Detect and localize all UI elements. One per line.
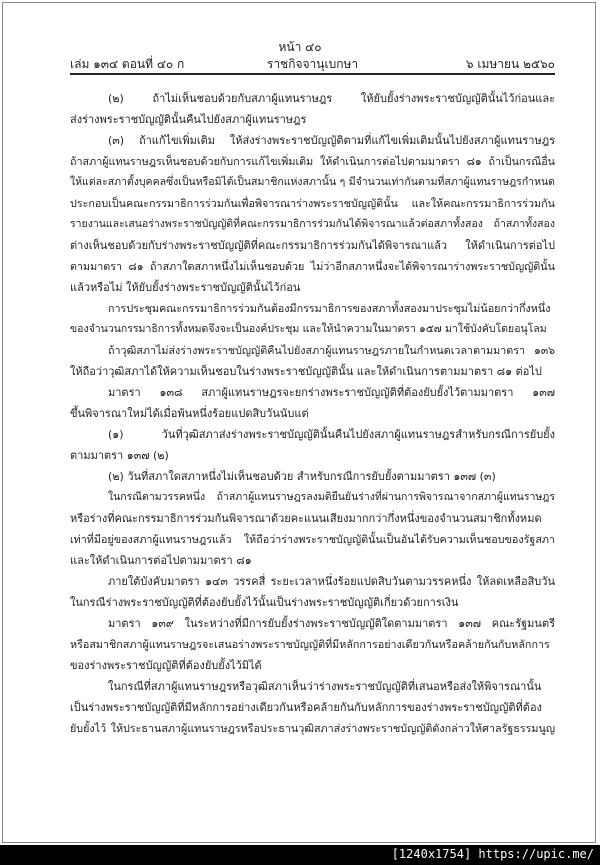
text-line: เป็นร่างพระราชบัญญัติที่มีหลักการอย่างเดียวกันหรือคล้ายกันกับหลักการของร่างพระราชบัญญัติที่ต้อง (70, 701, 542, 714)
text-line: ขึ้นพิจารณาใหม่ได้เมื่อพ้นหนึ่งร้อยแปดสิบวันนับแต่ (70, 407, 309, 420)
paragraph (70, 130, 555, 298)
text-line: การประชุมคณะกรรมาธิการร่วมกันต้องมีกรรมาธิการของสภาทั้งสองมาประชุมไม่น้อยกว่ากึ่งหนึ่ง (108, 302, 551, 315)
running-header (70, 55, 555, 73)
paragraph (70, 88, 555, 130)
paragraph (70, 298, 555, 340)
text-line: ยับยั้งไว้ ให้ประธานสภาผู้แทนราษฎรหรือประธานวุฒิสภาส่งร่างพระราชบัญญัติดังกล่าวให้ศาลรัฐธรรมนูญ (70, 722, 555, 735)
paragraph (70, 466, 555, 487)
text-line: หรือร่างที่คณะกรรมาธิการร่วมกันพิจารณาด้วยคะแนนเสียงมากกว่ากึ่งหนึ่งของจำนวนสมาชิกทั้งหมด (70, 512, 542, 525)
paragraph (70, 487, 555, 571)
text-line: ในกรณีตามวรรคหนึ่ง ถ้าสภาผู้แทนราษฎรลงมติยืนยันร่างที่ผ่านการพิจารณาจากสภาผู้แทนราษฎร (108, 491, 555, 503)
publication-title: ราชกิจจานุเบกษา (266, 57, 359, 71)
document-body (70, 88, 555, 739)
text-line: หรือสมาชิกสภาผู้แทนราษฎรจะเสนอร่างพระราชบัญญัติที่มีหลักการอย่างเดียวกันหรือคล้ายกันกับหลักการ (70, 638, 550, 651)
paragraph (70, 424, 555, 466)
text-line: ถ้าสภาผู้แทนราษฎรเห็นชอบด้วยกับการแก้ไขเพิ่มเติม ให้ดำเนินการต่อไปตามมาตรา ๘๑ ถ้าเป็นกรณีอื่น (70, 155, 555, 168)
header-rule (70, 73, 555, 75)
text-line: ถ้าวุฒิสภาไม่ส่งร่างพระราชบัญญัติคืนไปยังสภาผู้แทนราษฎรภายในกำหนดเวลาตามมาตรา ๑๓๖ (108, 344, 555, 357)
image-info-text: [1240x1754] https://upic.me/ (391, 847, 594, 861)
text-line: เท่าที่มีอยู่ของสภาผู้แทนราษฎรแล้ว ให้ถือว่าร่างพระราชบัญญัตินั้นเป็นอันได้รับความเห็นชอบของรัฐสภา (70, 533, 555, 546)
text-line: ของจำนวนกรรมาธิการทั้งหมดจึงจะเป็นองค์ประชุม และให้นำความในมาตรา ๑๕๗ มาใช้บังคับโดยอนุโลม (70, 323, 547, 335)
text-line: ให้แต่ละสภาตั้งบุคคลซึ่งเป็นหรือมิได้เป็นสมาชิกแห่งสภานั้น ๆ มีจำนวนเท่ากันตามที่สภาผู้แทนราษฎรกำหนด (70, 176, 555, 188)
page-number: หน้า ๔๐ (278, 40, 322, 54)
paragraph (70, 382, 555, 424)
paragraph (70, 340, 555, 382)
text-line: ตามมาตรา ๘๑ ถ้าสภาใดสภาหนึ่งไม่เห็นชอบด้วย ไม่ว่าอีกสภาหนึ่งจะได้พิจารณาร่างพระราชบัญญัตินั้น (70, 260, 555, 273)
paragraph (70, 613, 555, 676)
text-line: ของร่างพระราชบัญญัติที่ต้องยับยั้งไว้มิได้ (70, 659, 262, 672)
text-line: (๓) ถ้าแก้ไขเพิ่มเติม ให้ส่งร่างพระราชบัญญัติตามที่แก้ไขเพิ่มเติมนั้นไปยังสภาผู้แทนราษฎร (108, 134, 555, 147)
text-line: ในกรณีร่างพระราชบัญญัติที่ต้องยับยั้งไว้นั้นเป็นร่างพระราชบัญญัติเกี่ยวด้วยการเงิน (70, 596, 459, 609)
text-line: แล้วหรือไม่ ให้ยับยั้งร่างพระราชบัญญัตินั้นไว้ก่อน (70, 281, 301, 294)
publication-date: ๖ เมษายน ๒๕๖๐ (465, 57, 555, 71)
text-line: ให้ถือว่าวุฒิสภาได้ให้ความเห็นชอบในร่างพระราชบัญญัตินั้น และให้ดำเนินการตามมาตรา ๘๑ ต่อไป (70, 365, 542, 378)
text-line: ตามมาตรา ๑๓๗ (๒) (70, 449, 169, 462)
text-line: ภายใต้บังคับมาตรา ๑๔๓ วรรคสี่ ระยะเวลาหนึ่งร้อยแปดสิบวันตามวรรคหนึ่ง ให้ลดเหลือสิบวัน (108, 575, 555, 588)
text-line: (๒) ถ้าไม่เห็นชอบด้วยกับสภาผู้แทนราษฎร ให้ยับยั้งร่างพระราชบัญญัตินั้นไว้ก่อนและ (108, 92, 555, 105)
text-line: ประกอบเป็นคณะกรรมาธิการร่วมกันเพื่อพิจารณาร่างพระราชบัญญัตินั้น และให้คณะกรรมาธิการร่วมกัน (70, 197, 555, 210)
text-line: ส่งร่างพระราชบัญญัตินั้นคืนไปยังสภาผู้แทนราษฎร (70, 113, 307, 126)
text-line: มาตรา ๑๓๘ สภาผู้แทนราษฎรจะยกร่างพระราชบัญญัติที่ต้องยับยั้งไว้ตามมาตรา ๑๓๗ (108, 386, 555, 399)
text-line: และให้ดำเนินการต่อไปตามมาตรา ๘๑ (70, 554, 252, 567)
paragraph (70, 571, 555, 613)
text-line: (๒) วันที่สภาใดสภาหนึ่งไม่เห็นชอบด้วย สำหรับกรณีการยับยั้งตามมาตรา ๑๓๗ (๓) (108, 470, 496, 483)
text-line: (๑) วันที่วุฒิสภาส่งร่างพระราชบัญญัตินั้นคืนไปยังสภาผู้แทนราษฎรสำหรับกรณีการยับยั้ง (108, 428, 555, 441)
text-line: ในกรณีที่สภาผู้แทนราษฎรหรือวุฒิสภาเห็นว่าร่างพระราชบัญญัติที่เสนอหรือส่งให้พิจารณานั้น (108, 680, 542, 693)
volume-issue: เล่ม ๑๓๔ ตอนที่ ๔๐ ก (70, 57, 185, 71)
paragraph (70, 676, 555, 739)
text-line: มาตรา ๑๓๙ ในระหว่างที่มีการยับยั้งร่างพระราชบัญญัติใดตามมาตรา ๑๓๗ คณะรัฐมนตรี (108, 617, 555, 630)
text-line: รายงานและเสนอร่างพระราชบัญญัติที่คณะกรรมาธิการร่วมกันได้พิจารณาแล้วต่อสภาทั้งสอง ถ้าสภาทั้งสอง (70, 218, 555, 230)
image-info-bar (0, 845, 600, 865)
text-line: ต่างเห็นชอบด้วยกับร่างพระราชบัญญัติที่คณะกรรมาธิการร่วมกันได้พิจารณาแล้ว ให้ดำเนินการต่อไป (70, 239, 555, 252)
